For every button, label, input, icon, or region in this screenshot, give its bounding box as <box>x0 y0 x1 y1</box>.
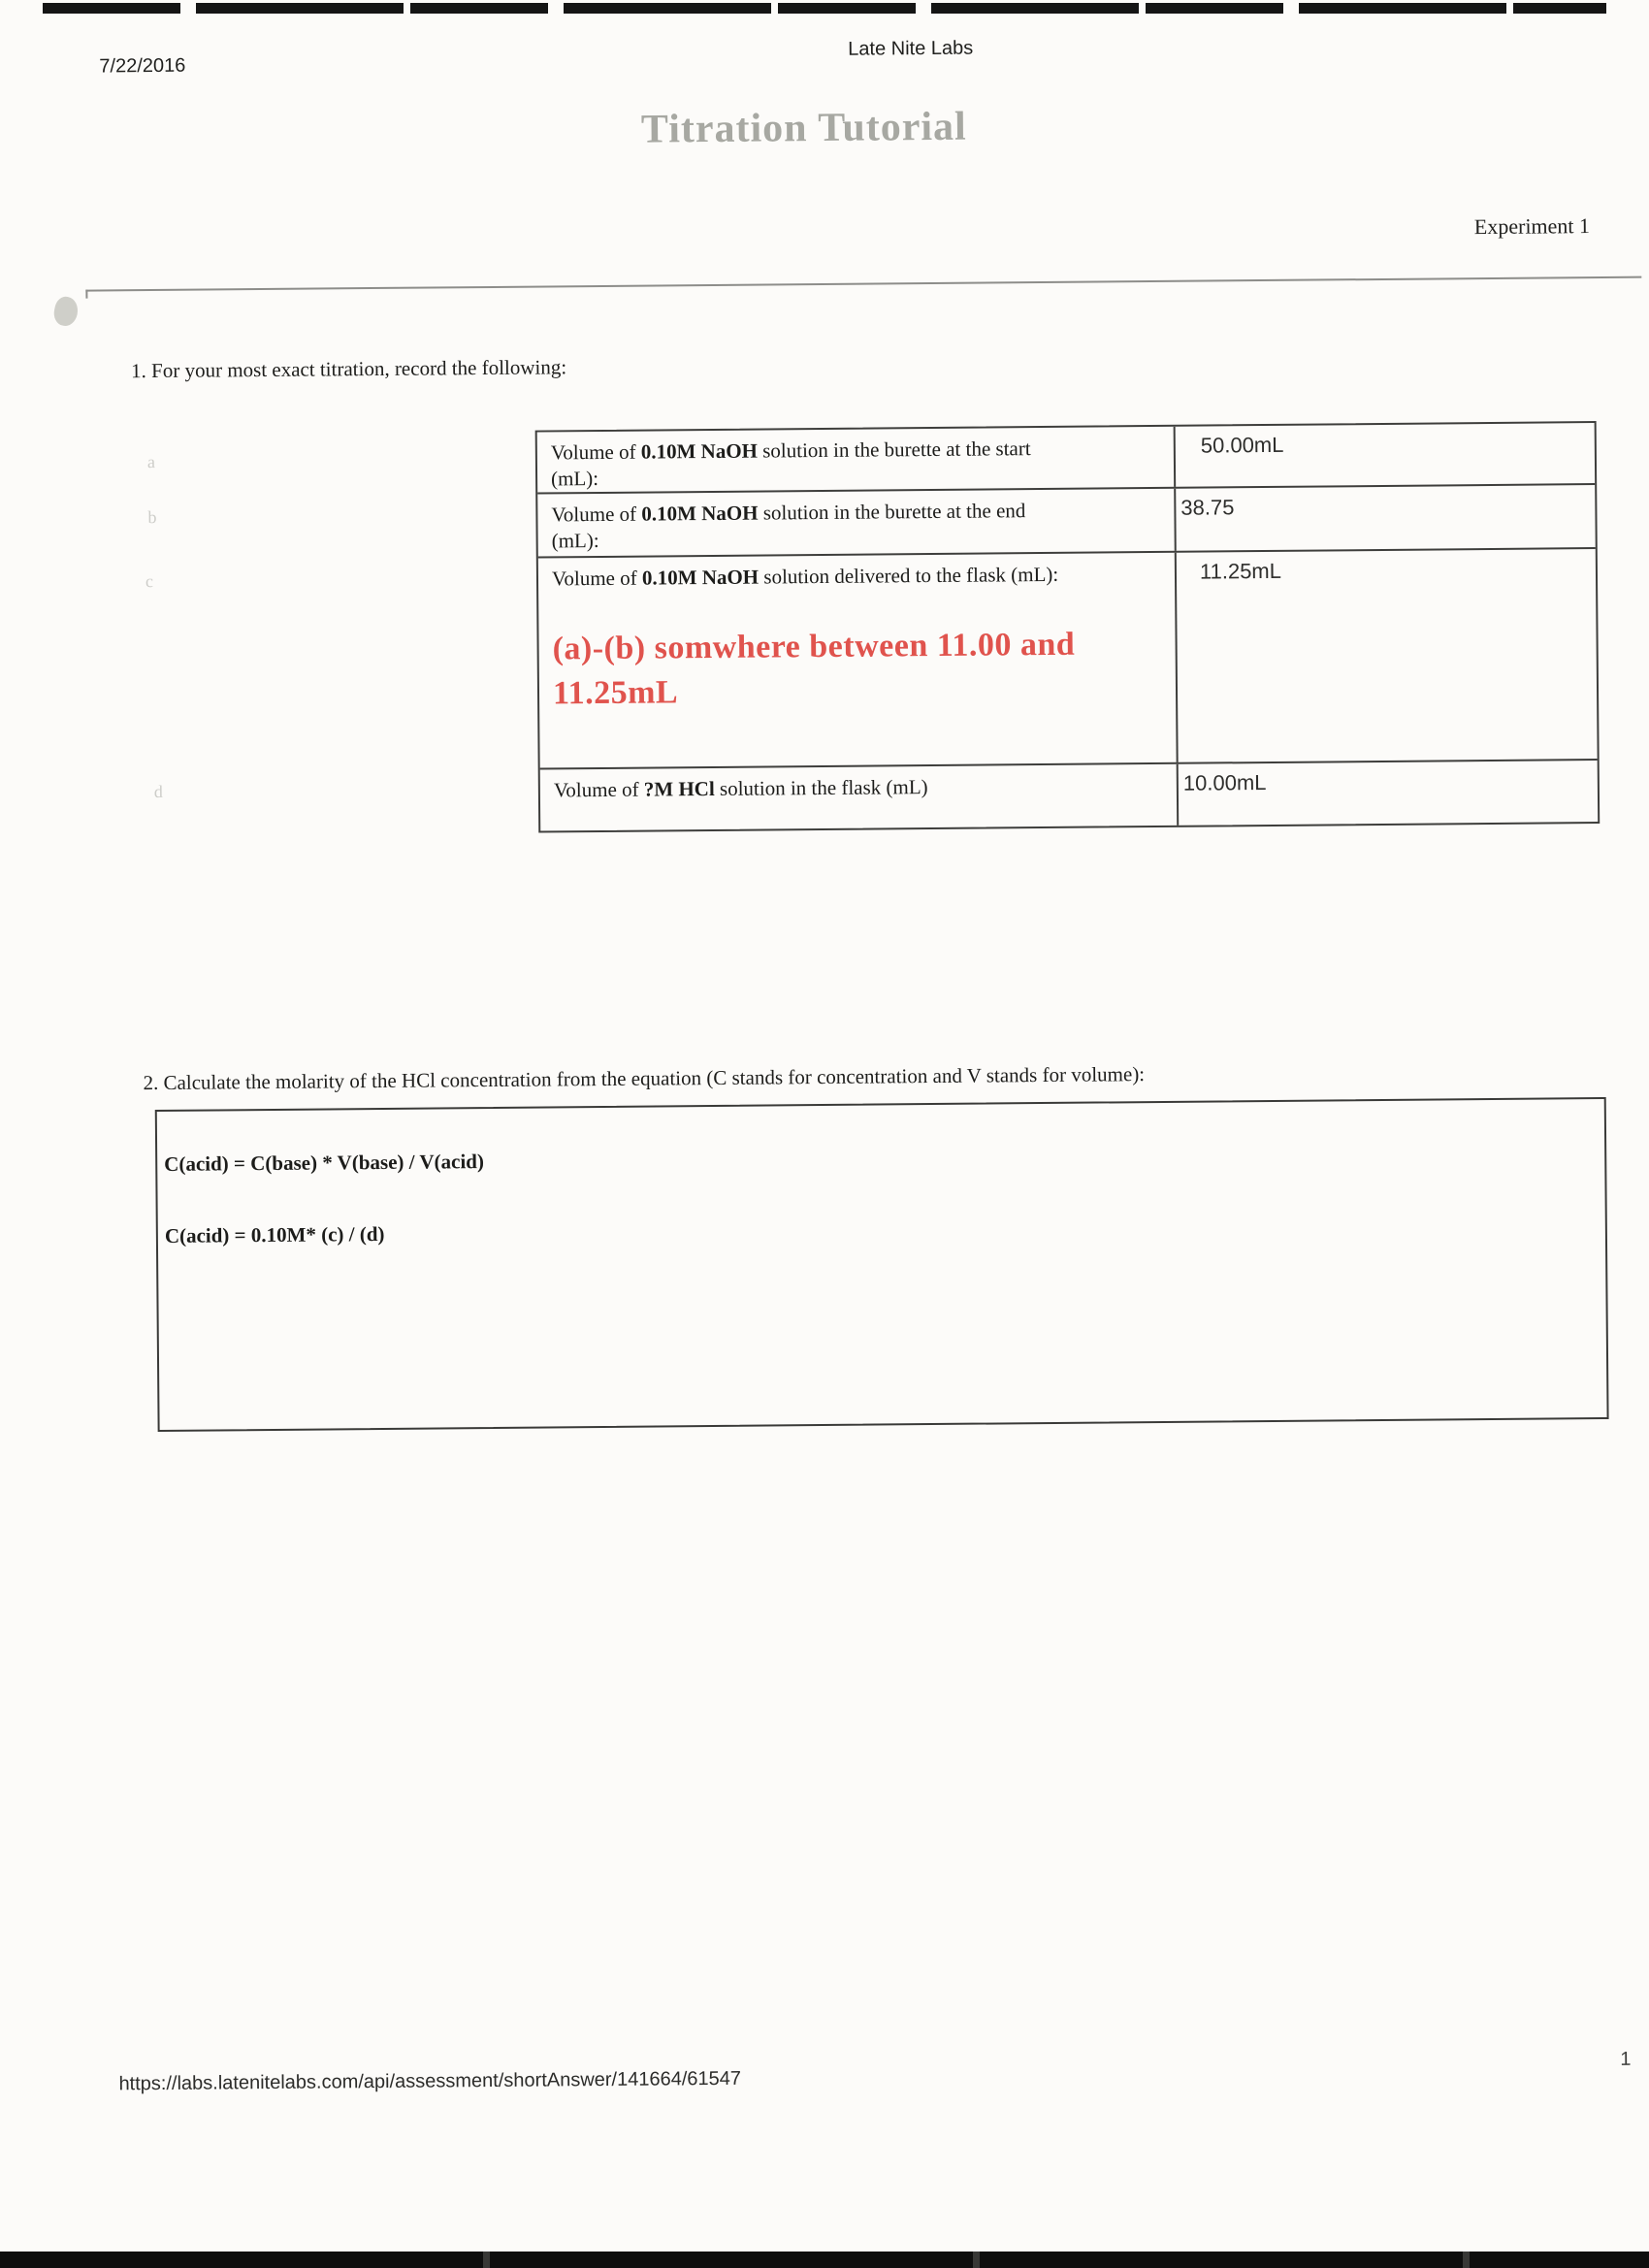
bottom-scan-edge-artifact <box>0 2252 1649 2268</box>
row-value-burette-end: 38.75 <box>1174 485 1596 551</box>
margin-letter-d: d <box>153 781 163 802</box>
label-text: solution in the flask (mL) <box>714 775 928 800</box>
table-row-hcl-flask <box>540 759 1599 831</box>
page-title: Titration Tutorial <box>640 104 967 152</box>
formula-line-1: C(acid) = C(base) * V(base) / V(acid) <box>164 1150 484 1176</box>
label-text: Volume of <box>550 439 641 465</box>
experiment-label: Experiment 1 <box>1473 213 1591 240</box>
label-bold-text: 0.10M NaOH <box>640 438 759 464</box>
label-text: solution in the burette at the start <box>757 437 1031 463</box>
red-annotation-line2: 11.25mL <box>552 674 679 712</box>
row-label-burette-end <box>537 489 1175 557</box>
formula-line-2: C(acid) = 0.10M* (c) / (d) <box>164 1221 385 1247</box>
red-annotation-line1: (a)-(b) somwhere between 11.00 and <box>552 626 1076 667</box>
handwritten-red-annotation <box>552 622 1166 717</box>
label-text: solution in the burette at the end <box>758 499 1026 525</box>
label-bold-text: 0.10M NaOH <box>641 501 759 526</box>
label-unit-line: (mL): <box>551 529 599 553</box>
table-row-delivered <box>538 547 1598 768</box>
label-text: Volume of <box>551 502 642 527</box>
margin-letter-b: b <box>147 506 157 528</box>
answer-box <box>155 1097 1609 1432</box>
row-label-hcl-flask <box>540 764 1178 831</box>
label-bold-text: ?M HCl <box>643 776 715 801</box>
margin-letter-c: c <box>145 571 154 592</box>
titration-results-table <box>535 421 1600 833</box>
row-label-delivered <box>538 553 1177 768</box>
label-text: Volume of <box>551 566 643 591</box>
site-name: Late Nite Labs <box>848 37 974 60</box>
label-text: solution delivered to the flask (mL): <box>758 562 1059 589</box>
table-row-burette-end <box>537 483 1596 557</box>
label-unit-line: (mL): <box>550 467 599 491</box>
margin-letter-a: a <box>146 451 156 472</box>
row-label-burette-start <box>537 427 1175 493</box>
footer-url: https://labs.latenitelabs.com/api/assessment/shortAnswer/141664/61547 <box>118 2067 742 2095</box>
row-value-burette-start: 50.00mL <box>1174 423 1596 487</box>
table-row-burette-start <box>537 423 1595 493</box>
print-date: 7/22/2016 <box>99 54 186 78</box>
label-bold-text: 0.10M NaOH <box>641 565 760 590</box>
question2-prompt: 2. Calculate the molarity of the HCl concentration from the equation (C stands for concentration and V stands for volume): <box>143 1062 1146 1095</box>
question1-prompt: 1. For your most exact titration, record the following: <box>130 355 567 383</box>
header-divider-rule <box>85 276 1641 292</box>
label-text: Volume of <box>553 777 644 802</box>
row-value-hcl-flask: 10.00mL <box>1177 761 1599 826</box>
page-number: 1 <box>1620 2048 1632 2070</box>
row-value-delivered: 11.25mL <box>1175 549 1598 762</box>
